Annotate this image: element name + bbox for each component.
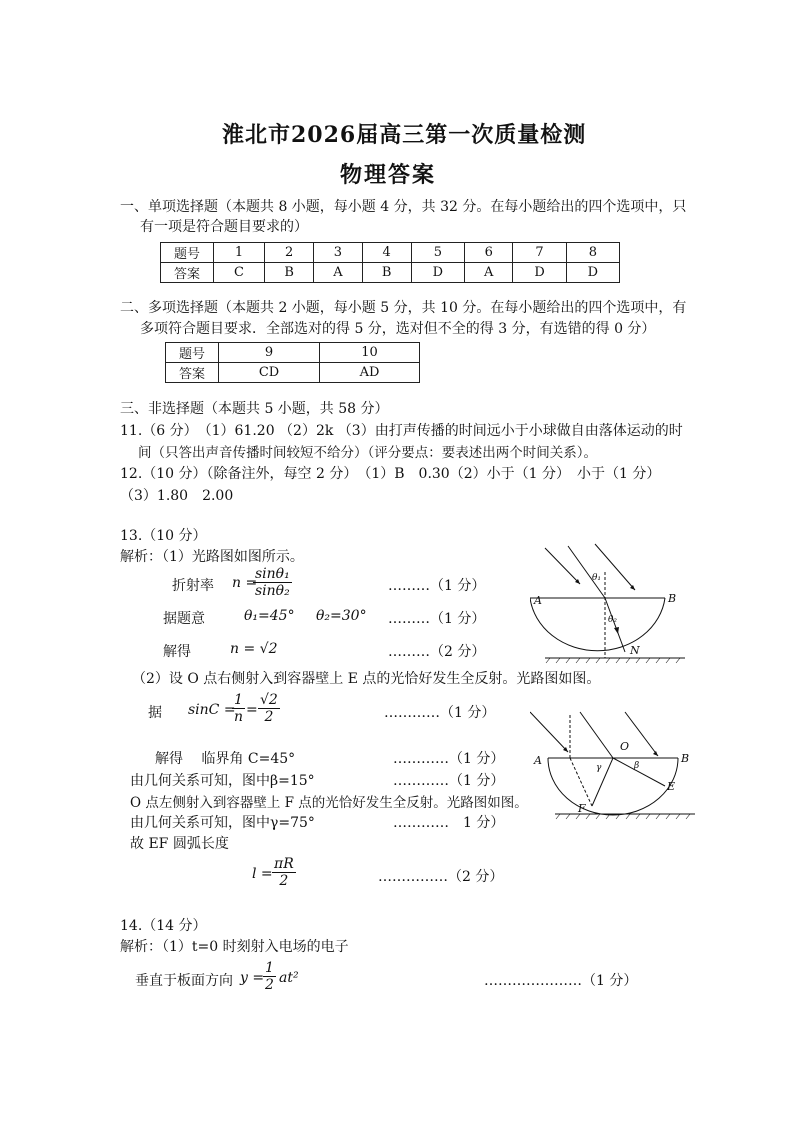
table-row <box>166 363 420 383</box>
table-row <box>166 343 420 363</box>
arc-numerator: πR <box>274 856 294 872</box>
sinc-score: …………（1 分） <box>384 705 496 721</box>
fig1-label-b: B <box>668 592 677 605</box>
table-cell: 题号 <box>161 243 214 263</box>
q13-intro: 解析：（1）光路图如图所示。 <box>120 549 304 565</box>
q12-line1: 12.（10 分）（除备注外，每空 2 分） （1）B 0.30（2）小于（1 分） 小于（1 分） <box>120 466 661 482</box>
fig2-label-b: B <box>681 752 690 765</box>
table-row <box>161 263 620 283</box>
q14-intro: 解析：（1）t=0 时刻射入电场的电子 <box>120 939 349 955</box>
q14-eq-rhs: at² <box>279 970 299 986</box>
table-cell: 答案 <box>161 263 214 283</box>
table-cell: AD <box>320 363 420 383</box>
fig2-ray-left <box>570 758 592 806</box>
q11-line1: 11.（6 分） （1）61.20 （2）2k （3）由打声传播的时间远小于小球做自由落体运动的时 <box>120 423 683 439</box>
fig2-label-a: A <box>534 754 542 767</box>
solve-label: 解得 <box>163 644 191 660</box>
q14-eq-denominator: 2 <box>265 977 274 993</box>
fig2-arrow-3 <box>653 751 658 756</box>
table-cell: 答案 <box>166 363 219 383</box>
table-cell: 8 <box>566 243 619 263</box>
sinc-denominator-2: 2 <box>264 709 274 725</box>
fig1-ground-hatch <box>546 658 680 663</box>
refraction-lhs: n = <box>232 575 258 591</box>
table-cell: 5 <box>411 243 464 263</box>
sinc-denominator-1: n <box>234 709 244 725</box>
page-subtitle: 物理答案 <box>340 162 437 188</box>
page-title: 淮北市2026届高三第一次质量检测 <box>222 122 587 148</box>
arc-score: ……………（2 分） <box>378 869 504 885</box>
q14-eq-fraction <box>263 960 276 993</box>
critical-angle-score: …………（1 分） <box>393 751 505 767</box>
table-cell: D <box>566 263 619 283</box>
arc-denominator: 2 <box>279 873 289 889</box>
section3-heading: 三、非选择题（本题共 5 小题，共 58 分） <box>120 401 389 417</box>
table-cell: 10 <box>320 343 420 363</box>
fig1-ray-2 <box>568 546 605 598</box>
refraction-label: 折射率 <box>172 578 214 594</box>
fig2-ray-1 <box>530 712 568 752</box>
fig2-label-beta: β <box>634 761 640 771</box>
section1-answer-table <box>160 242 620 283</box>
sinc-numerator-2: √2 <box>260 692 278 708</box>
fig2-label-f: F <box>578 802 586 815</box>
given-score: ………（1 分） <box>388 611 486 627</box>
fig2-ray-3 <box>625 712 658 756</box>
given-theta2: θ₂=30° <box>316 608 367 624</box>
section2-heading-line1: 二、多项选择题（本题共 2 小题，每小题 5 分，共 10 分。在每小题给出的四个选项中，有 <box>120 300 687 316</box>
table-cell: B <box>362 263 411 283</box>
solve-expression: n = √2 <box>230 641 278 657</box>
gamma-score: ………… 1 分） <box>393 815 505 831</box>
table-cell: 2 <box>265 243 314 263</box>
refraction-fraction <box>253 566 292 599</box>
fig1-ray-3 <box>595 544 635 590</box>
q14-header: 14.（14 分） <box>120 918 207 934</box>
fig2-label-e: E <box>667 780 676 793</box>
fig1-label-n: N <box>630 644 640 657</box>
gamma-line: 由几何关系可知，图中γ=75° <box>130 815 315 831</box>
q13-header: 13.（10 分） <box>120 528 207 544</box>
q14-eq-label: 垂直于板面方向 <box>135 973 233 989</box>
sinc-lhs: sinC = <box>188 702 236 718</box>
light-path-figure-2 <box>530 710 700 825</box>
q11-line2: 间（只答出声音传播时间较短不给分）（评分要点：要表述出两个时间关系）。 <box>138 445 597 461</box>
section1-heading-line2: 有一项是符合题目要求的） <box>140 219 308 235</box>
arc-line: 故 EF 圆弧长度 <box>130 836 229 852</box>
given-theta1: θ₁=45° <box>244 608 295 624</box>
beta-line: 由几何关系可知，图中β=15° <box>130 773 315 789</box>
section2-answer-table <box>165 342 420 383</box>
refraction-numerator: sinθ₁ <box>255 566 290 582</box>
q14-eq-lhs: y = <box>240 970 265 986</box>
table-cell: 9 <box>219 343 320 363</box>
q12-line2: （3）1.80 2.00 <box>120 488 234 504</box>
arc-lhs: l = <box>252 866 273 882</box>
q14-eq-numerator: 1 <box>265 960 274 976</box>
table-cell: B <box>265 263 314 283</box>
table-cell: 题号 <box>166 343 219 363</box>
fig1-refracted-ray <box>605 598 625 652</box>
q14-eq-score: …………………（1 分） <box>484 973 638 989</box>
table-cell: 6 <box>465 243 513 263</box>
arc-fraction <box>272 856 296 889</box>
section1-heading-line1: 一、单项选择题（本题共 8 小题，每小题 4 分，共 32 分。在每小题给出的四个选项中，只 <box>120 199 687 215</box>
section2-heading-line2: 多项符合题目要求．全部选对的得 5 分，选对但不全的得 3 分，有选错的得 0 分） <box>140 321 656 337</box>
sinc-label: 据 <box>148 705 162 721</box>
part2-line: （2）设 O 点右侧射入到容器壁上 E 点的光恰好发生全反射。光路图如图。 <box>132 671 601 687</box>
table-cell: C <box>214 263 265 283</box>
table-cell: 3 <box>314 243 362 263</box>
given-label: 据题意 <box>163 611 205 627</box>
fig2-semicircle <box>548 758 678 815</box>
fig1-label-theta1: θ₁ <box>592 573 602 583</box>
fig1-ray-1 <box>545 548 580 584</box>
fig1-label-a: A <box>534 594 542 607</box>
fig1-label-theta2: θ₂ <box>608 615 618 625</box>
fig2-label-gamma: γ <box>596 763 602 773</box>
table-cell: 7 <box>513 243 566 263</box>
solve-score: ………（2 分） <box>388 644 486 660</box>
table-cell: D <box>411 263 464 283</box>
light-path-figure-1 <box>530 542 690 664</box>
table-cell: D <box>513 263 566 283</box>
sinc-numerator-1: 1 <box>234 692 243 708</box>
table-cell: A <box>465 263 513 283</box>
refraction-denominator: sinθ₂ <box>255 583 290 599</box>
fig2-label-o: O <box>620 740 630 753</box>
table-row <box>161 243 620 263</box>
sinc-equals: = <box>246 702 258 718</box>
fig2-ray-2 <box>580 712 613 758</box>
table-cell: 1 <box>214 243 265 263</box>
sinc-fraction-1 <box>232 692 245 725</box>
left-side-line: O 点左侧射入到容器壁上 F 点的光恰好发生全反射。光路图如图。 <box>130 795 528 811</box>
refraction-score: ………（1 分） <box>388 578 486 594</box>
critical-angle-line: 解得 临界角 C=45° <box>155 751 296 767</box>
table-cell: CD <box>219 363 320 383</box>
beta-score: …………（1 分） <box>393 773 505 789</box>
table-cell: 4 <box>362 243 411 263</box>
fig1-semicircle <box>530 598 665 651</box>
sinc-fraction-2 <box>258 692 280 725</box>
table-cell: A <box>314 263 362 283</box>
